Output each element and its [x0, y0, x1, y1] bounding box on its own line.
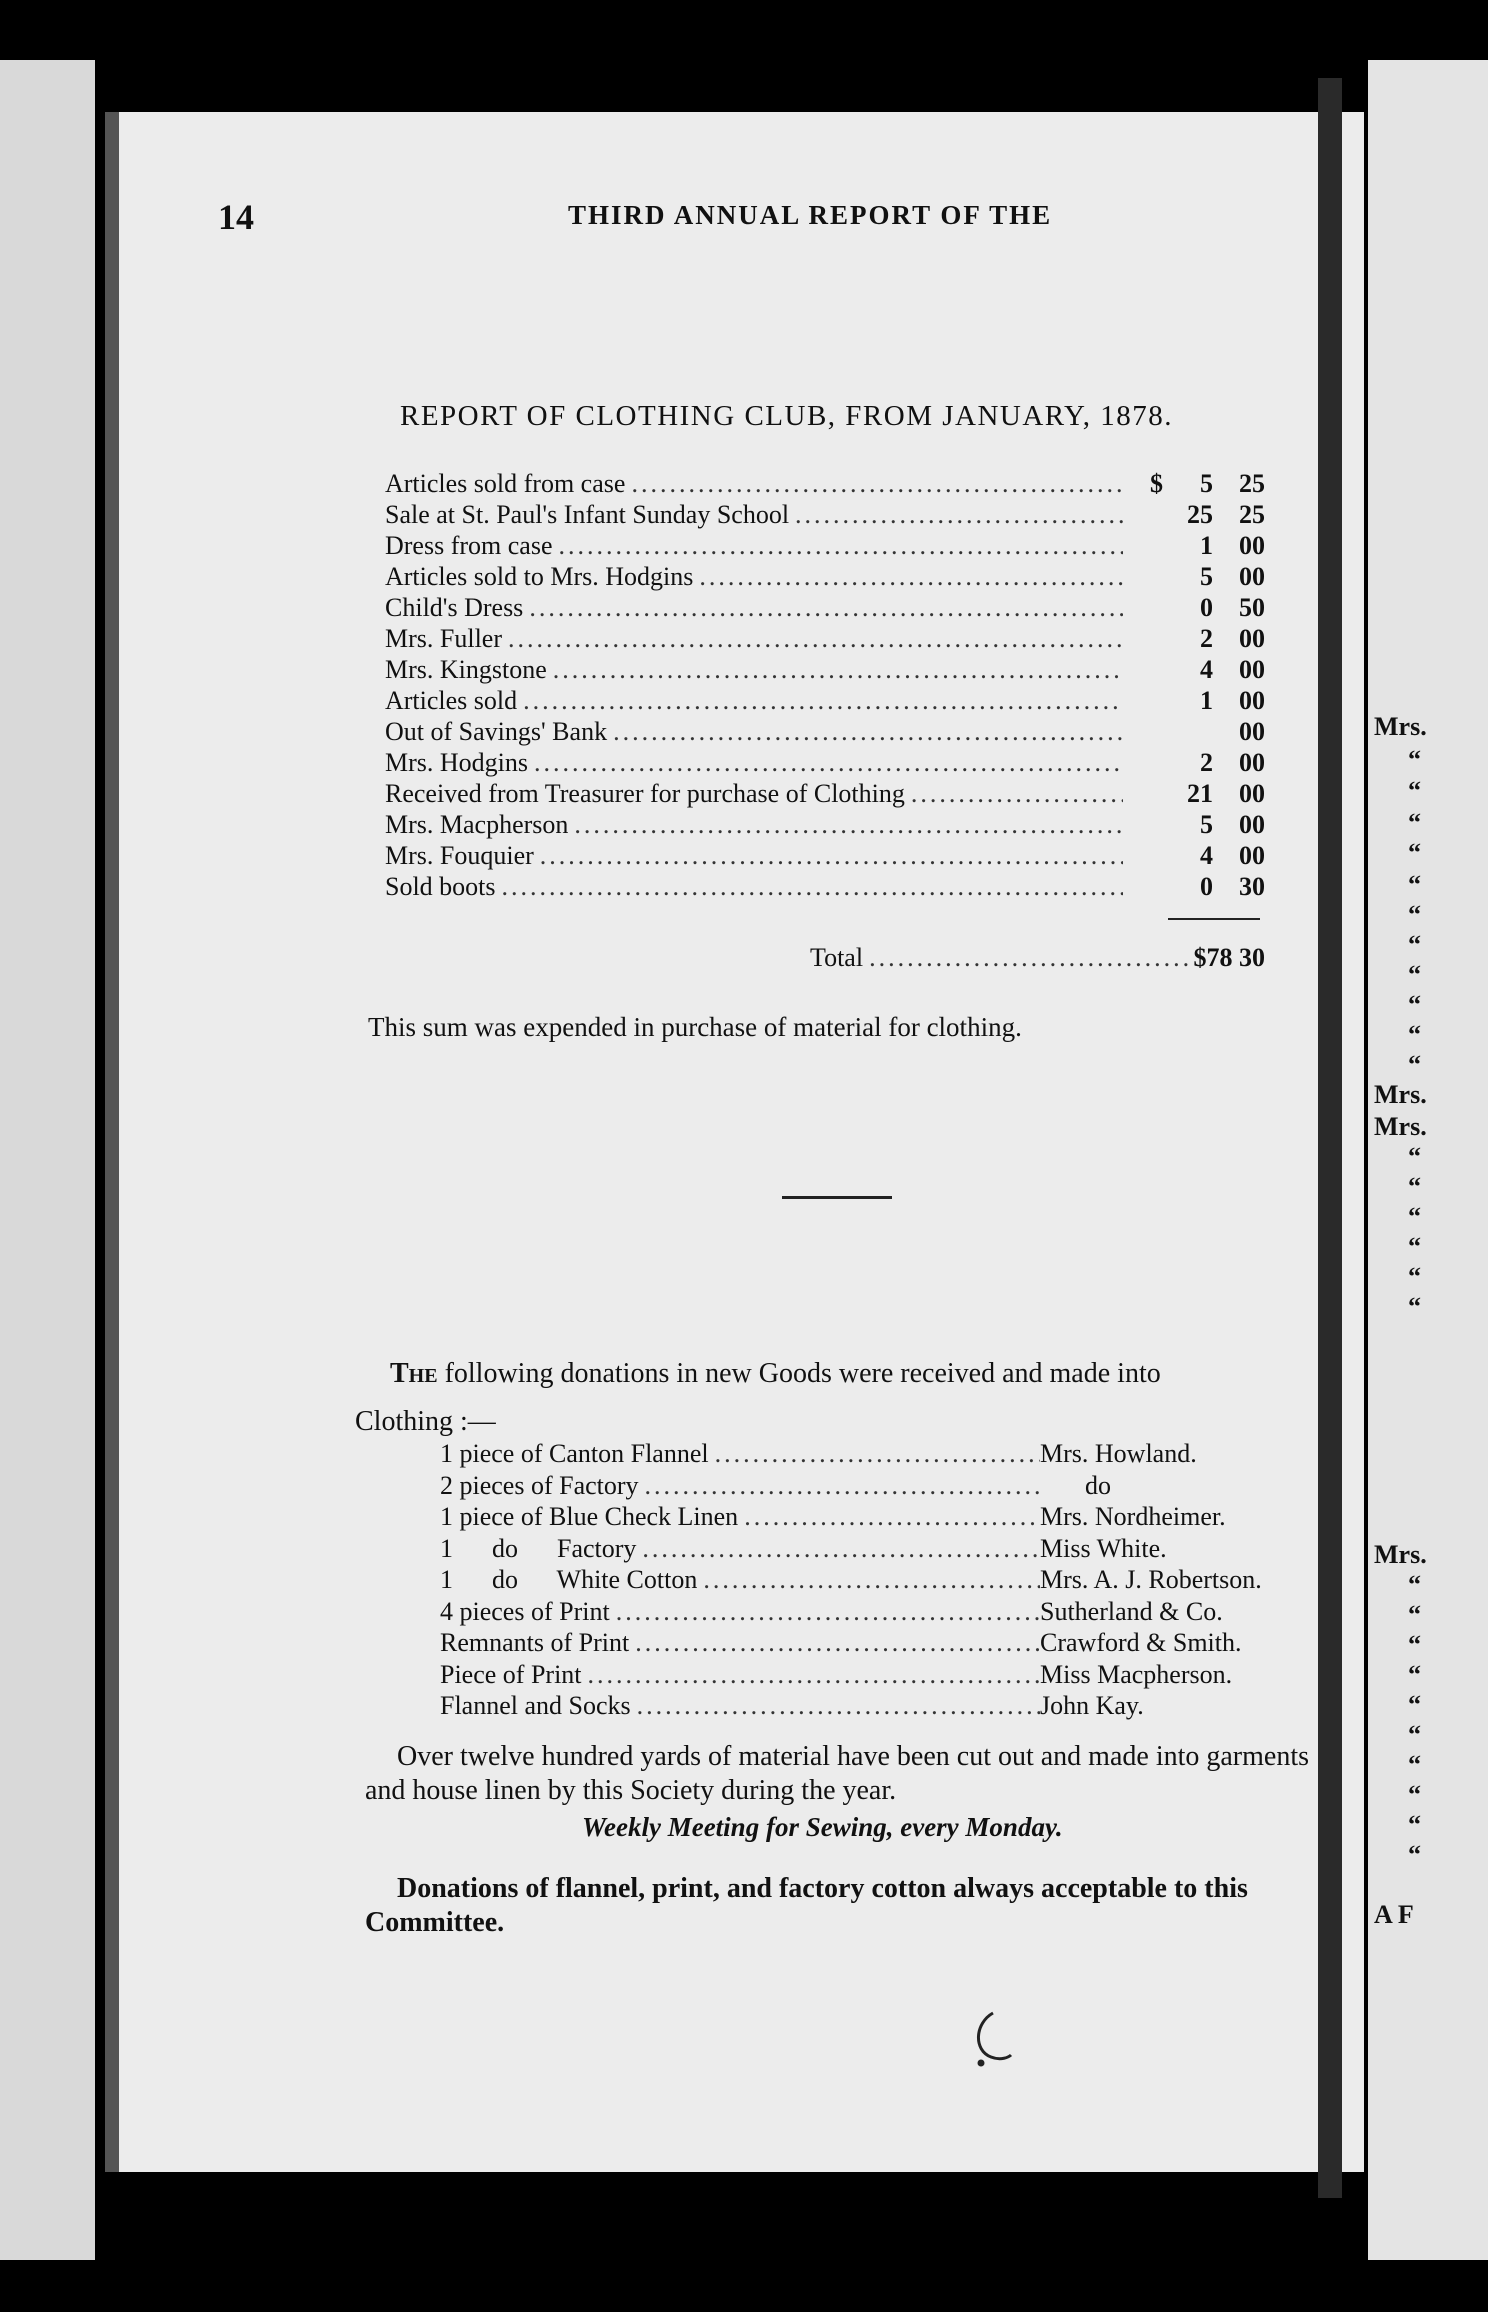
account-row: [385, 778, 1265, 809]
account-row: [385, 561, 1265, 592]
account-label: Articles sold to Mrs. Hodgins: [385, 562, 694, 591]
weekly-meeting: Weekly Meeting for Sewing, every Monday.: [582, 1812, 1063, 1842]
adjacent-page-text: “: [1408, 1142, 1421, 1171]
account-row: [385, 809, 1265, 840]
account-label: Mrs. Fouquier: [385, 841, 534, 870]
account-cents: 00: [1239, 748, 1265, 777]
account-dollars: 4: [1200, 841, 1213, 870]
donation-item: Remnants of Print: [440, 1628, 630, 1657]
intro-line-2: Clothing :—: [355, 1406, 496, 1437]
account-label: Mrs. Kingstone: [385, 655, 547, 684]
left-page-edge: [0, 60, 95, 2260]
account-row: [385, 623, 1265, 654]
donation-donor: Mrs. A. J. Robertson.: [1040, 1565, 1262, 1594]
intro-line-1: following donations in new Goods were received and made into: [437, 1358, 1161, 1389]
adjacent-page-text: Mrs.: [1374, 1112, 1427, 1141]
pencil-mark: [965, 2005, 1035, 2075]
adjacent-page-text: “: [1408, 1050, 1421, 1079]
donation-donor: Crawford & Smith.: [1040, 1628, 1242, 1657]
account-label: Mrs. Hodgins: [385, 748, 529, 777]
account-row: [385, 499, 1265, 530]
account-cents: 00: [1239, 562, 1265, 591]
account-row: [385, 747, 1265, 778]
adjacent-page-text: “: [1408, 990, 1421, 1019]
donation-donor: Miss Macpherson.: [1040, 1659, 1233, 1689]
adjacent-page-text: A F: [1374, 1900, 1414, 1929]
donation-donor: Mrs. Howland.: [1040, 1439, 1197, 1468]
donation-row: [440, 1627, 1340, 1659]
adjacent-page-text: “: [1408, 1202, 1421, 1231]
adjacent-page-text: Mrs.: [1374, 712, 1427, 741]
donation-row: [440, 1438, 1340, 1470]
adjacent-page-text: “: [1408, 1172, 1421, 1201]
account-cents: 00: [1239, 841, 1265, 870]
intro-smallcaps: The: [390, 1358, 438, 1389]
section-separator: [782, 1196, 892, 1199]
account-label: Sale at St. Paul's Infant Sunday School: [385, 500, 790, 529]
account-cents: 00: [1239, 779, 1265, 808]
adjacent-page-text: “: [1408, 745, 1421, 774]
adjacent-page-text: “: [1408, 776, 1421, 805]
adjacent-page-text: “: [1408, 1660, 1421, 1689]
account-dollars: 4: [1200, 655, 1213, 684]
account-label: Articles sold: [385, 686, 518, 715]
account-label: Received from Treasurer for purchase of Clothing: [385, 779, 905, 808]
adjacent-page-edge: [1368, 60, 1488, 2260]
adjacent-page-text: “: [1408, 1020, 1421, 1049]
adjacent-page-text: “: [1408, 1570, 1421, 1599]
account-cents: 25: [1239, 500, 1265, 529]
donation-item: 1 piece of Canton Flannel: [440, 1439, 709, 1468]
summary-text: Over twelve hundred yards of material have been cut out and made into garments and house linen by this Society during the year.: [365, 1741, 1310, 1806]
donation-item: 1 do White Cotton: [440, 1565, 698, 1594]
page-number: 14: [218, 197, 254, 237]
adjacent-page-text: “: [1408, 1750, 1421, 1779]
account-row: [385, 530, 1265, 561]
account-label: Articles sold from case: [385, 469, 626, 498]
dollar-sign: $: [1150, 469, 1163, 498]
adjacent-page-text: “: [1408, 1840, 1421, 1869]
account-row: [385, 654, 1265, 685]
adjacent-page-text: “: [1408, 1630, 1421, 1659]
adjacent-page-text: “: [1408, 1262, 1421, 1291]
account-cents: 00: [1239, 717, 1265, 746]
adjacent-page-text: “: [1408, 1600, 1421, 1629]
total-rule: [1168, 918, 1260, 920]
account-label: Child's Dress: [385, 593, 524, 622]
donation-item: 4 pieces of Print: [440, 1596, 610, 1626]
book-spine: [1318, 78, 1342, 2198]
account-cents: 00: [1239, 531, 1265, 560]
donation-item: 1 piece of Blue Check Linen: [440, 1502, 739, 1531]
donation-donor: Miss White.: [1040, 1533, 1167, 1563]
appeal-paragraph: [365, 1872, 1350, 1940]
adjacent-page-text: Mrs.: [1374, 1080, 1427, 1109]
donation-row: [440, 1533, 1340, 1565]
account-row: [385, 840, 1265, 871]
adjacent-page-text: Mrs.: [1374, 1540, 1427, 1569]
donations-intro: [355, 1350, 1335, 1446]
total-label: Total: [810, 943, 864, 972]
expenditure-note: This sum was expended in purchase of material for clothing.: [368, 1012, 1022, 1042]
account-dollars: 1: [1200, 686, 1213, 715]
adjacent-page-text: “: [1408, 838, 1421, 867]
account-cents: 00: [1239, 624, 1265, 653]
adjacent-page-text: “: [1408, 870, 1421, 899]
summary-paragraph: [365, 1740, 1350, 1808]
donation-row: [440, 1659, 1340, 1691]
donations-list: [440, 1438, 1340, 1722]
account-dollars: 5: [1200, 810, 1213, 839]
account-row: [385, 685, 1265, 716]
donation-donor: do: [1085, 1470, 1111, 1500]
appeal-text: Donations of flannel, print, and factory cotton always acceptable to this Committee.: [365, 1873, 1248, 1938]
account-dollars: 1: [1200, 531, 1213, 560]
total-value: $78 30: [1193, 943, 1265, 972]
account-dollars: 25: [1187, 500, 1213, 529]
account-dollars: 21: [1187, 779, 1213, 808]
adjacent-page-text: “: [1408, 1780, 1421, 1809]
account-label: Dress from case: [385, 531, 553, 560]
account-dollars: 5: [1200, 562, 1213, 591]
donation-item: 1 do Factory: [440, 1533, 637, 1563]
running-head: [218, 196, 1118, 236]
account-label: Mrs. Fuller: [385, 624, 502, 653]
donation-donor: Sutherland & Co.: [1040, 1596, 1223, 1626]
donation-item: Flannel and Socks: [440, 1691, 631, 1720]
donation-row: [440, 1564, 1340, 1596]
donation-row: [440, 1596, 1340, 1628]
adjacent-page-text: “: [1408, 930, 1421, 959]
donation-donor: Mrs. Nordheimer.: [1040, 1502, 1226, 1531]
adjacent-page-text: “: [1408, 1232, 1421, 1261]
donation-item: 2 pieces of Factory: [440, 1470, 639, 1500]
account-dollars: 0: [1200, 872, 1213, 901]
donation-row: [440, 1690, 1340, 1722]
account-dollars: 5: [1200, 469, 1213, 498]
adjacent-page-text: “: [1408, 1292, 1421, 1321]
donation-row: [440, 1501, 1340, 1533]
account-row: [385, 871, 1265, 902]
clothing-club-title: REPORT OF CLOTHING CLUB, FROM JANUARY, 1878.: [400, 400, 1173, 432]
account-row: [385, 716, 1265, 747]
account-label: Mrs. Macpherson: [385, 810, 569, 839]
adjacent-page-text: “: [1408, 1720, 1421, 1749]
account-label: Sold boots: [385, 872, 496, 901]
clothing-club-account: [385, 468, 1265, 902]
account-dollars: 2: [1200, 624, 1213, 653]
adjacent-page-text: “: [1408, 1690, 1421, 1719]
donation-donor: John Kay.: [1040, 1691, 1144, 1720]
account-dollars: 2: [1200, 748, 1213, 777]
account-row: [385, 592, 1265, 623]
account-cents: 00: [1239, 655, 1265, 684]
running-title: THIRD ANNUAL REPORT OF THE: [568, 200, 1053, 230]
donation-row: [440, 1470, 1340, 1502]
account-dollars: 0: [1200, 593, 1213, 622]
account-label: Out of Savings' Bank: [385, 717, 608, 746]
account-cents: 00: [1239, 686, 1265, 715]
adjacent-page-text: “: [1408, 960, 1421, 989]
adjacent-page-text: “: [1408, 808, 1421, 837]
account-cents: 25: [1239, 469, 1265, 498]
account-cents: 30: [1239, 872, 1265, 901]
adjacent-page-text: “: [1408, 900, 1421, 929]
donation-item: Piece of Print: [440, 1659, 582, 1689]
account-row: [385, 468, 1265, 499]
account-cents: 50: [1239, 593, 1265, 622]
total-row: [810, 942, 1265, 973]
adjacent-page-text: “: [1408, 1810, 1421, 1839]
account-cents: 00: [1239, 810, 1265, 839]
